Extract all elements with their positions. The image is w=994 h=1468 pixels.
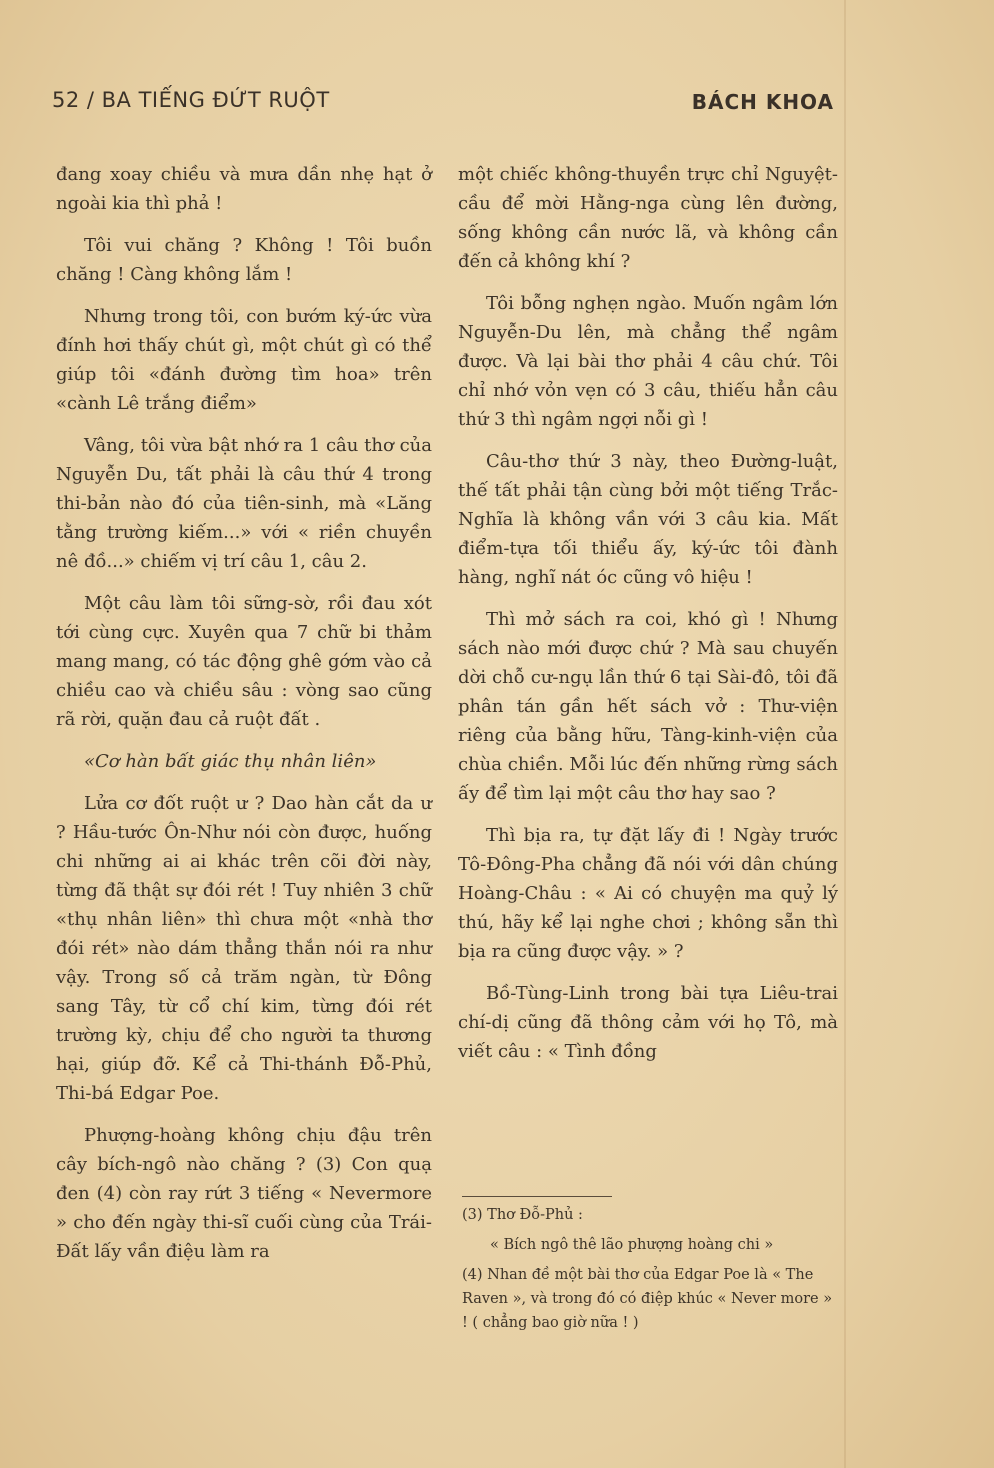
paragraph: Nhưng trong tôi, con bướm ký-ức vừa đính hơi thấy chút gì, một chút gì có thể giúp tôi «đánh đường tìm hoa» trên «cành Lê trắng điểm» xyxy=(56,306,432,414)
paragraph: Câu-thơ thứ 3 này, theo Đường-luật, thế tất phải tận cùng bởi một tiếng Trắc-Nghĩa là không vần với 3 câu kia. Mất điểm-tựa tối thiểu ấy, ký-ức tôi đành hàng, nghĩ nát óc cũng vô hiệu ! xyxy=(458,451,838,588)
left-column xyxy=(56,160,432,1279)
paragraph: Lửa cơ đốt ruột ư ? Dao hàn cắt da ư ? Hầu-tước Ôn-Như nói còn được, huống chi những ai ai khác trên cõi đời này, từng đã thật sự đói rét ! Tuy nhiên 3 chữ «thụ nhân liên» thì chưa một «nhà thơ đói rét» nào dám thẳng thắn nói ra như vậy. Trong số cả trăm ngàn, từ Đông sang Tây, từ cổ chí kim, từng đói rét trường kỳ, chịu để cho người ta thương hại, giúp đỡ. Kể cả Thi-thánh Đỗ-Phủ, Thi-bá Edgar Poe. xyxy=(56,793,432,1104)
page-header-left: 52 / BA TIẾNG ĐỨT RUỘT xyxy=(52,88,330,112)
paragraph: Thì bịa ra, tự đặt lấy đi ! Ngày trước Tô-Đông-Pha chẳng đã nói với dân chúng Hoàng-Châu : « Ai có chuyện ma quỷ lý thú, hãy kể lại nghe chơi ; không sẵn thì bịa ra cũng được vậy. » ? xyxy=(458,825,838,962)
paragraph: đang xoay chiều và mưa dần nhẹ hạt ở ngoài kia thì phả ! xyxy=(56,164,432,214)
footnote-3-title: (3) Thơ Đỗ-Phủ : xyxy=(462,1207,583,1223)
page-fold-shadow xyxy=(844,0,846,1468)
paragraph: Bồ-Tùng-Linh trong bài tựa Liêu-trai chí-dị cũng đã thông cảm với họ Tô, mà viết câu : « Tình đồng xyxy=(458,983,838,1062)
quoted-verse: «Cơ hàn bất giác thụ nhân liên» xyxy=(84,751,377,772)
paragraph: Tôi bỗng nghẹn ngào. Muốn ngâm lớn Nguyễn-Du lên, mà chẳng thể ngâm được. Và lại bài thơ phải 4 câu chứ. Tôi chỉ nhớ vỏn vẹn có 3 câu, thiếu hẳn câu thứ 3 thì ngâm ngợi nỗi gì ! xyxy=(458,293,838,430)
paragraph: một chiếc không-thuyền trực chỉ Nguyệt-cầu để mời Hằng-nga cùng lên đường, sống không cần nước lã, và không cần đến cả không khí ? xyxy=(458,164,838,272)
footnotes xyxy=(462,1196,840,1341)
page-header-right: BÁCH KHOA xyxy=(691,90,834,114)
paragraph: Thì mở sách ra coi, khó gì ! Nhưng sách nào mới được chứ ? Mà sau chuyến dời chỗ cư-ngụ lần thứ 6 tại Sài-đô, tôi đã phân tán gần hết sách vở : Thư-viện riêng của bằng hữu, Tàng-kinh-viện của chùa chiền. Mỗi lúc đến những rừng sách ấy để tìm lại một câu thơ hay sao ? xyxy=(458,609,838,804)
footnote-rule xyxy=(462,1196,612,1197)
paragraph: Vâng, tôi vừa bật nhớ ra 1 câu thơ của Nguyễn Du, tất phải là câu thứ 4 trong thi-bản nào đó của tiên-sinh, mà «Lăng tằng trường kiếm...» với « riền chuyền nê đồ...» chiếm vị trí câu 1, câu 2. xyxy=(56,435,432,572)
footnote-3-quote: « Bích ngô thê lão phượng hoàng chi » xyxy=(490,1237,774,1253)
paragraph: Tôi vui chăng ? Không ! Tôi buồn chăng ! Càng không lắm ! xyxy=(56,235,432,285)
paragraph: Phượng-hoàng không chịu đậu trên cây bích-ngô nào chăng ? (3) Con quạ đen (4) còn ray rứt 3 tiếng « Nevermore » cho đến ngày thi-sĩ cuối cùng của Trái-Đất lấy vần điệu làm ra xyxy=(56,1125,432,1262)
paragraph: Một câu làm tôi sững-sờ, rồi đau xót tới cùng cực. Xuyên qua 7 chữ bi thảm mang mang, có tác động ghê gớm vào cả chiều cao và chiều sâu : vòng sao cũng rã rời, quặn đau cả ruột đất . xyxy=(56,593,432,730)
footnote-4: (4) Nhan đề một bài thơ của Edgar Poe là « The Raven », và trong đó có điệp khúc « Never more » ! ( chẳng bao giờ nữa ! ) xyxy=(462,1267,833,1331)
right-column xyxy=(458,160,838,1079)
